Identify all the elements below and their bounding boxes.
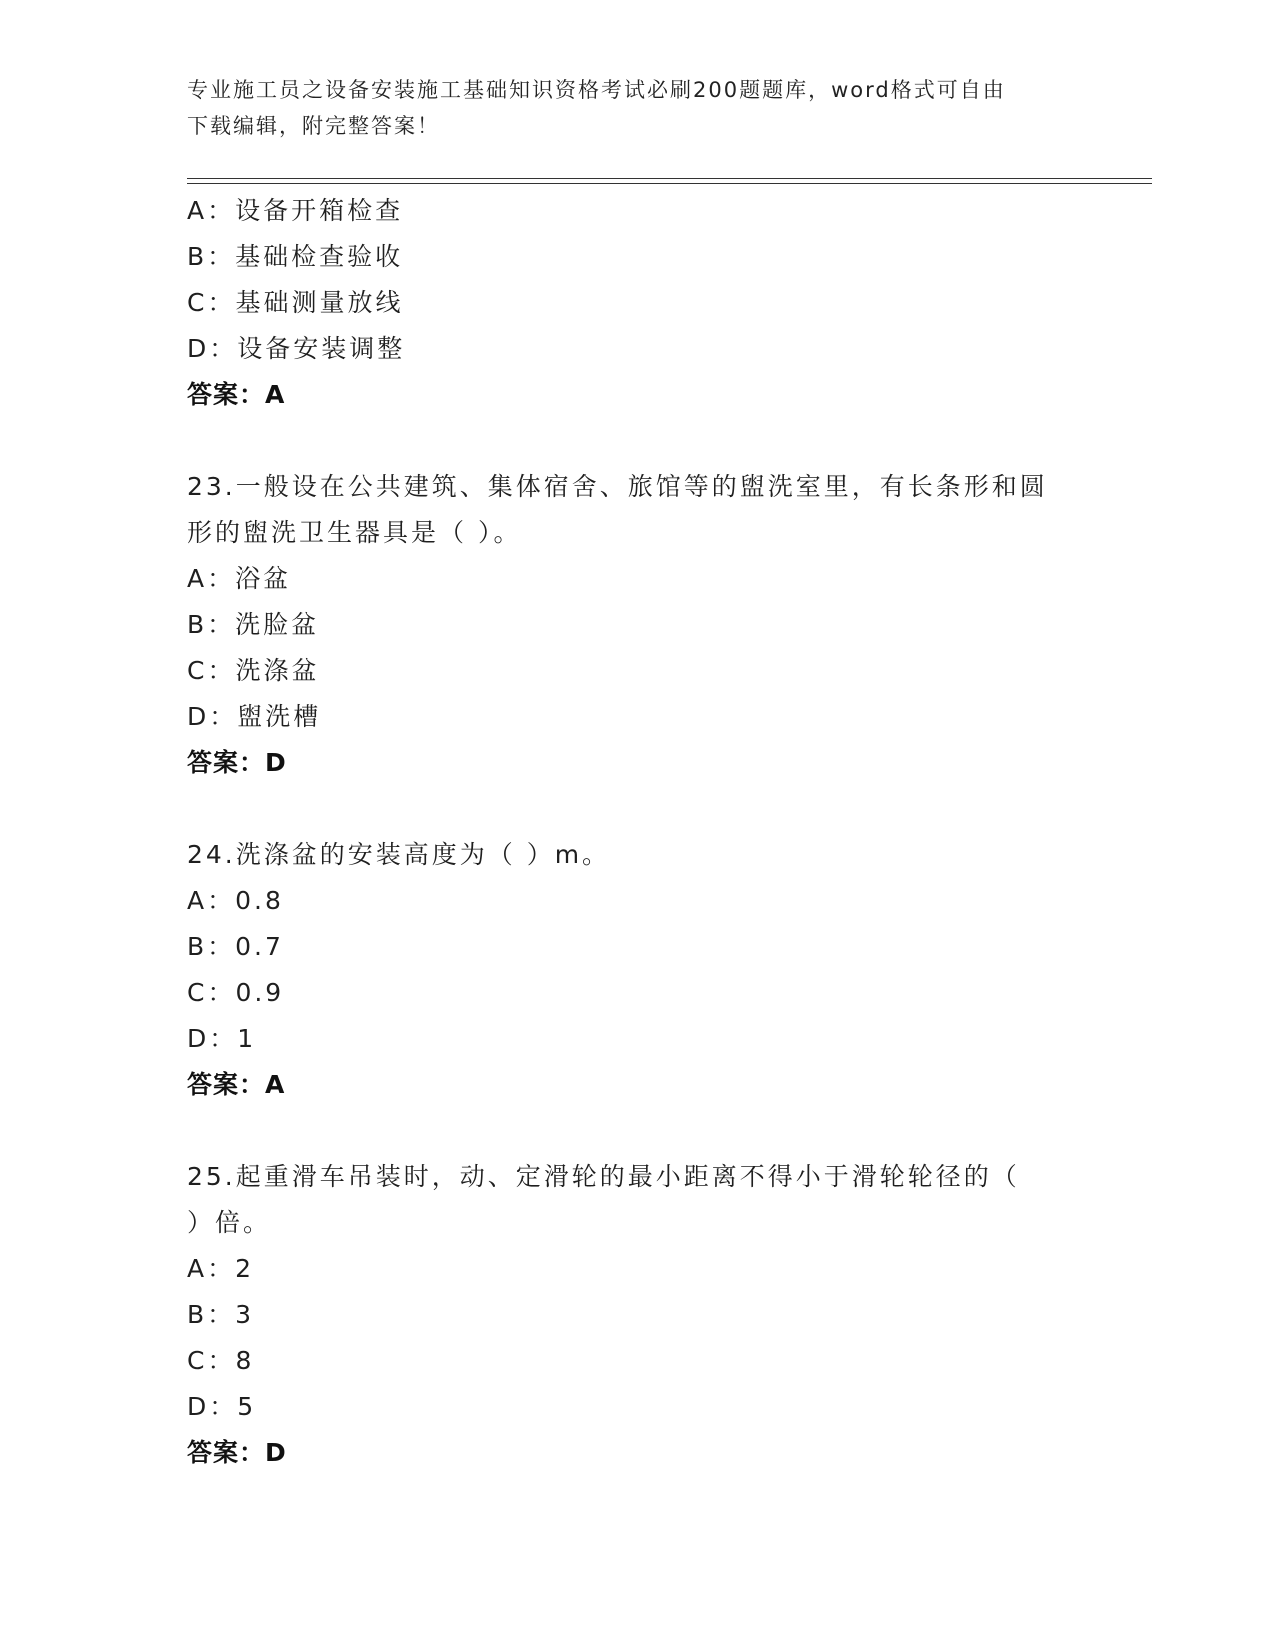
spacer (187, 418, 1087, 464)
option-b: B：3 (187, 1300, 255, 1329)
option-d: D：5 (187, 1392, 257, 1421)
option-a: A：2 (187, 1254, 255, 1283)
option-a: A：0.8 (187, 886, 284, 915)
option-d: D：设备安装调整 (187, 334, 406, 363)
header-line-1: 专业施工员之设备安装施工基础知识资格考试必刷200题题库，word格式可自由 (187, 78, 1006, 102)
question-block-24 (187, 832, 1087, 1108)
question-block-22 (187, 188, 1087, 418)
option-b: B：0.7 (187, 932, 284, 961)
question-block-23 (187, 464, 1087, 786)
option-a: A：浴盆 (187, 564, 292, 593)
spacer (187, 786, 1087, 832)
option-c: C：0.9 (187, 978, 285, 1007)
option-b: B：洗脸盆 (187, 610, 320, 639)
answer-line: 答案：D (187, 748, 287, 777)
question-text-cont: 形的盥洗卫生器具是（ ）。 (187, 518, 522, 547)
question-text: 24.洗涤盆的安装高度为（ ）m。 (187, 840, 611, 869)
option-d: D：1 (187, 1024, 257, 1053)
option-a: A：设备开箱检查 (187, 196, 404, 225)
question-list (187, 188, 1087, 1476)
header-line-2: 下载编辑，附完整答案！ (187, 114, 440, 138)
option-d: D：盥洗槽 (187, 702, 322, 731)
answer-line: 答案：A (187, 1070, 286, 1099)
question-block-25 (187, 1154, 1087, 1476)
option-c: C：8 (187, 1346, 255, 1375)
question-text-cont: ）倍。 (187, 1208, 272, 1237)
question-text: 23.一般设在公共建筑、集体宿舍、旅馆等的盥洗室里，有长条形和圆 (187, 472, 1048, 501)
header-divider-bottom (187, 183, 1152, 184)
option-c: C：基础测量放线 (187, 288, 404, 317)
question-text: 25.起重滑车吊装时，动、定滑轮的最小距离不得小于滑轮轮径的（ (187, 1162, 1020, 1191)
answer-line: 答案：A (187, 380, 286, 409)
header-divider-top (187, 178, 1152, 179)
answer-line: 答案：D (187, 1438, 287, 1467)
spacer (187, 1108, 1087, 1154)
option-c: C：洗涤盆 (187, 656, 320, 685)
document-header (187, 72, 1087, 144)
option-b: B：基础检查验收 (187, 242, 404, 271)
